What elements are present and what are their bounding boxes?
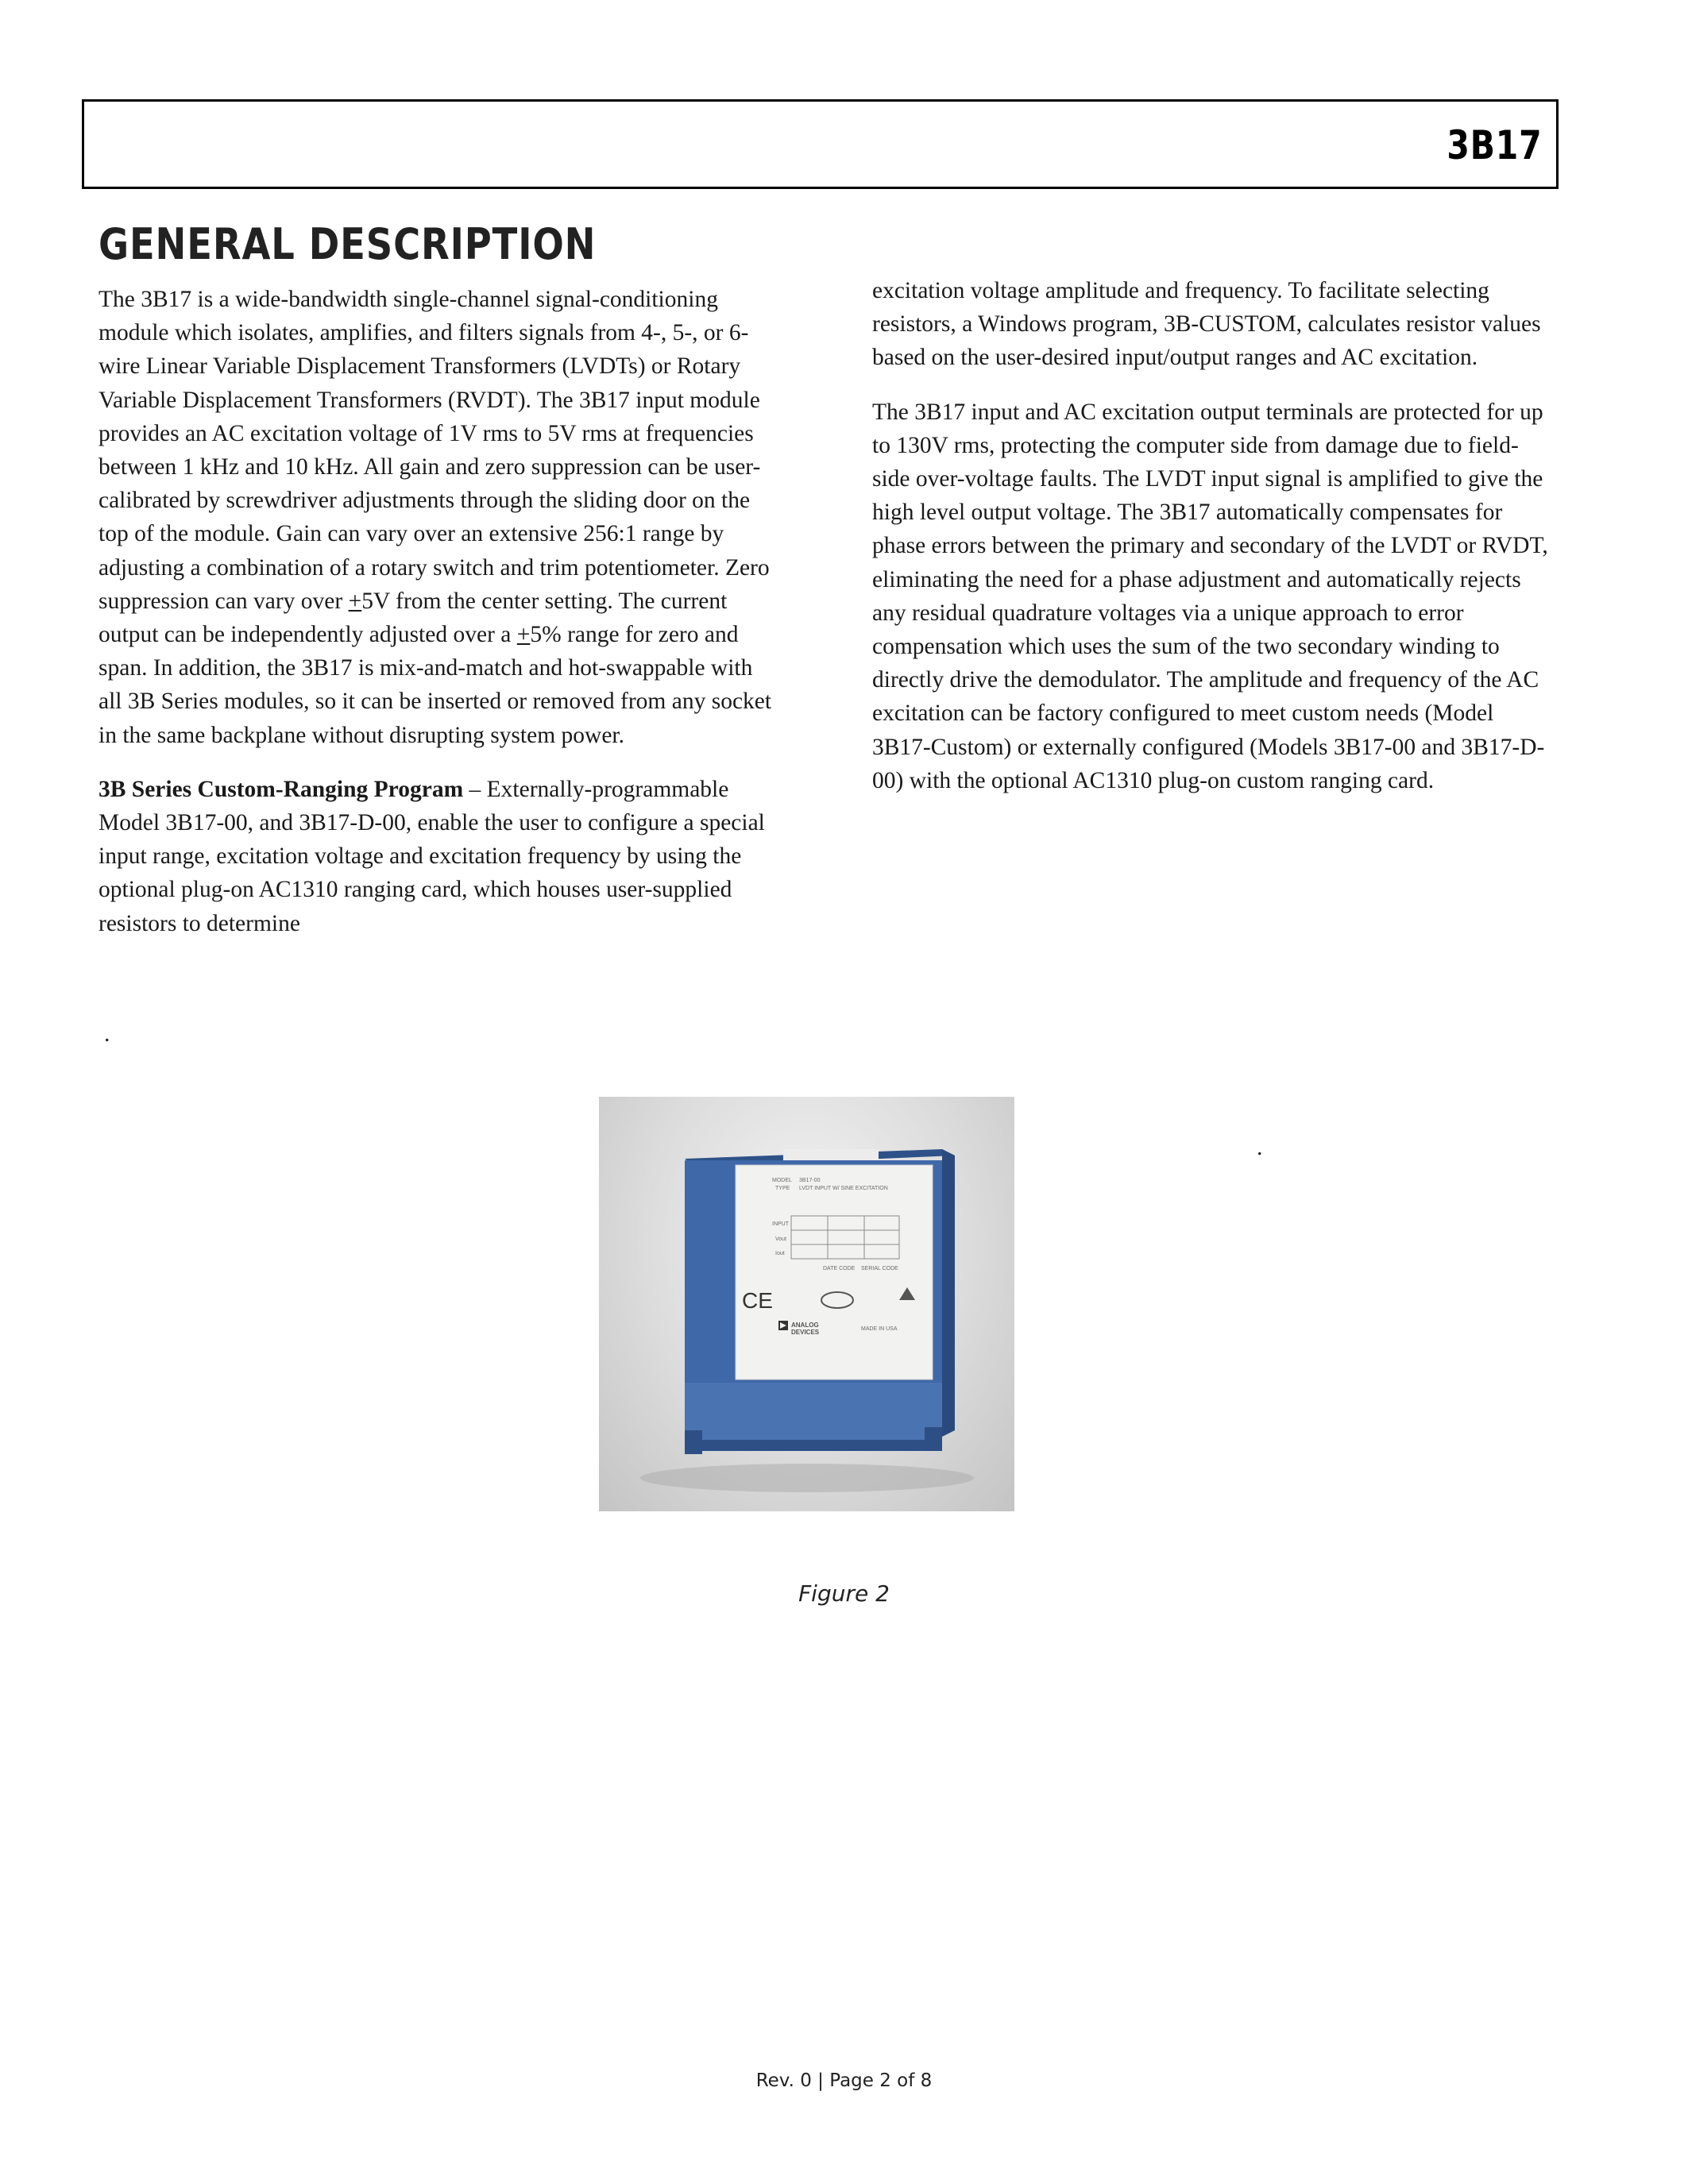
top-sticker [783,1149,879,1160]
label-vout: Vout [775,1237,787,1242]
plus-minus-sign: + [516,622,531,648]
description-paragraph-4: The 3B17 input and AC excitation output terminals are protected for up to 130V rms, protecting the computer side from damage due to field-side over-voltage faults. The LVDT input signal is amplified to give the high level output voltage. The 3B17 automatically compensates for phase errors between the primary and secondary of the LVDT or RVDT, eliminating the need for a phase adjustment and automatically rejects any residual quadrature voltages via a unique approach to error compensation which uses the sum of the two secondary winding to directly drive the demodulator. The amplitude and frequency of the AC excitation can be factory configured to meet custom needs (Model 3B17-Custom) or externally configured (Models 3B17-00 and 3B17-D-00) with the optional AC1310 plug-on custom ranging card. [872,399,1548,793]
description-paragraph-3: excitation voltage amplitude and frequency. To facilitate selecting resistors, a Windows program, 3B-CUSTOM, calculates resistor values based on the user-desired input/output ranges and AC excitation. [872,278,1541,371]
label-model-value: 3B17-00 [799,1178,821,1183]
plus-minus-sign: + [348,588,362,614]
module-base [694,1440,933,1451]
label-model: MODEL [772,1178,792,1183]
text-run: 5% range for zero and span. In addition, the 3B17 is mix-and-match and hot-swappable with all 3B Series modules, so it can be inserted or removed from any socket in the same backplane without disrupting system power. [98,622,772,748]
module-side-face [942,1149,955,1437]
label-input: INPUT [772,1221,789,1227]
module-photo [599,1097,1014,1511]
left-column [98,283,782,961]
label-brand-line2: DEVICES [791,1329,820,1336]
label-iout: Iout [775,1251,785,1256]
stray-dot: . [1257,1134,1263,1160]
part-number: 3B17 [1446,122,1542,168]
paragraph-lead-in: 3B Series Custom-Ranging Program [98,776,464,802]
module-foot [685,1430,702,1454]
description-paragraph-1 [98,283,782,752]
module-lower-panel [685,1383,942,1443]
text-run: 5V from the center setting. The current output can be independently adjusted over a [98,588,728,648]
label-type-value: LVDT INPUT W/ SINE EXCITATION [799,1186,888,1191]
label-date-code: DATE CODE [823,1266,856,1271]
module-illustration [599,1097,1014,1511]
stray-dot: . [104,1021,110,1047]
label-type: TYPE [775,1186,790,1191]
text-run: – Externally-programmable Model 3B17-00, and 3B17-D-00, enable the user to configure a special input range, excitation voltage and excitation frequency by using the optional plug-on AC1310 ranging card, which houses user-supplied resistors to determine [98,776,765,936]
right-column [872,274,1555,818]
figure-caption: Figure 2 [798,1580,890,1607]
header-box [82,99,1559,189]
label-serial: SERIAL CODE [861,1266,898,1271]
module-shadow [640,1464,974,1492]
label-brand-line1: ANALOG [791,1322,819,1329]
label-made-in: MADE IN USA [861,1326,898,1332]
description-paragraph-2 [98,773,782,940]
text-run: The 3B17 is a wide-bandwidth single-channel signal-conditioning module which isolates, amplifies, and filters signals from 4-, 5-, or 6-wire Linear Variable Displacement Transformers (LVDTs) or Rotary Variable Displacement Transformers (RVDT). The 3B17 input module provides an AC excitation voltage of 1V rms to 5V rms at frequencies between 1 kHz and 10 kHz. All gain and zero suppression can be user-calibrated by screwdriver adjustments through the sliding door on the top of the module. Gain can vary over an extensive 256:1 range by adjusting a combination of a rotary switch and trim potentiometer. Zero suppression can vary over [98,287,770,614]
section-title: GENERAL DESCRIPTION [98,219,597,269]
ce-mark: CE [742,1288,773,1313]
module-label [736,1165,933,1379]
module-foot [925,1427,942,1451]
page-footer: Rev. 0 | Page 2 of 8 [755,2070,933,2091]
